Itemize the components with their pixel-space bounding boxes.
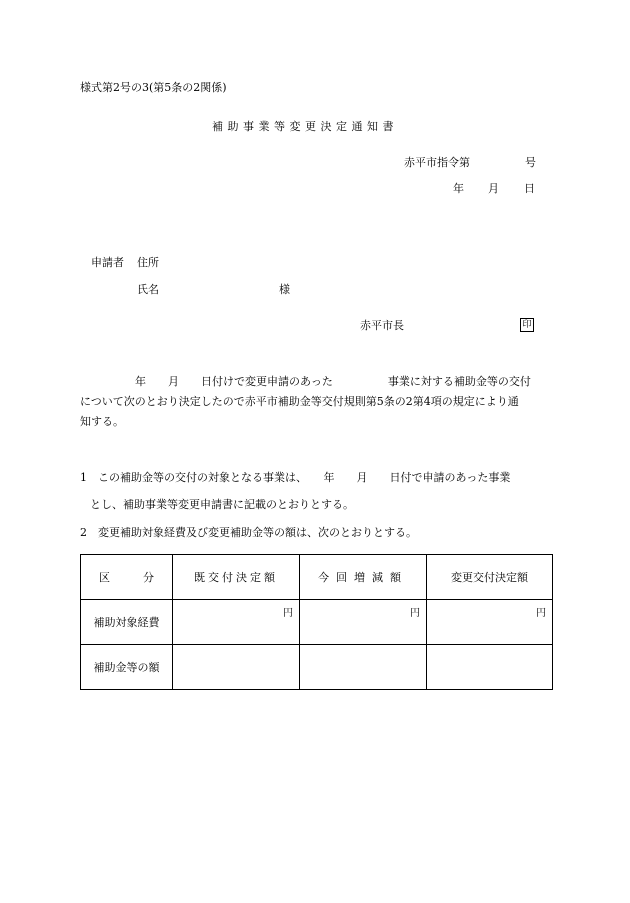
document-number-suffix: 号 — [525, 156, 536, 169]
row-label-eligible-costs: 補助対象経費 — [81, 600, 173, 645]
item-2: 2 変更補助対象経費及び変更補助金等の額は、次のとおりとする。 — [80, 526, 417, 539]
header-new-amount: 変更交付決定額 — [427, 555, 553, 600]
header-change-amount: 今回増減額 — [300, 555, 427, 600]
table-row — [81, 645, 553, 690]
date-year-label: 年 — [453, 182, 464, 195]
address-label: 住所 — [137, 256, 159, 269]
date-day-label: 日 — [524, 182, 535, 195]
cell-eligible-new — [427, 600, 553, 645]
item-1-line-1: 1 この補助金等の交付の対象となる事業は、 年 月 日付で申請のあった事業 — [80, 471, 511, 484]
cell-subsidy-change — [300, 645, 427, 690]
yen-unit: 円 — [536, 608, 546, 619]
seal-mark: 印 — [520, 318, 534, 332]
notice-body-line: 年 月 日付けで変更申請のあった 事業に対する補助金等の交付 — [80, 375, 531, 388]
notice-body-line: について次のとおり決定したので赤平市補助金等交付規則第5条の2第4項の規定により通 — [80, 395, 519, 408]
cell-subsidy-new — [427, 645, 553, 690]
table-header-row — [81, 555, 553, 600]
header-previous-amount: 既交付決定額 — [173, 555, 300, 600]
header-category: 区 分 — [81, 555, 173, 600]
name-label: 氏名 — [137, 283, 159, 296]
document-number-prefix: 赤平市指令第 — [404, 156, 470, 169]
item-1-line-2: とし、補助事業等変更申請書に記載のとおりとする。 — [90, 498, 354, 511]
yen-unit: 円 — [283, 608, 293, 619]
table-row — [81, 600, 553, 645]
amount-table — [80, 554, 553, 690]
cell-eligible-change — [300, 600, 427, 645]
notice-body — [80, 372, 550, 432]
date-month-label: 月 — [488, 182, 499, 195]
yen-unit: 円 — [410, 608, 420, 619]
issuer-label: 赤平市長 — [360, 319, 404, 332]
document-title: 補助事業等変更決定通知書 — [212, 120, 398, 133]
cell-eligible-previous — [173, 600, 300, 645]
applicant-label: 申請者 — [91, 256, 124, 269]
seal-box — [520, 318, 534, 332]
form-number: 様式第2号の3(第5条の2関係) — [80, 81, 227, 94]
row-label-subsidy-amount: 補助金等の額 — [81, 645, 173, 690]
honorific: 様 — [279, 283, 290, 296]
notice-body-line: 知する。 — [80, 415, 124, 428]
cell-subsidy-previous — [173, 645, 300, 690]
